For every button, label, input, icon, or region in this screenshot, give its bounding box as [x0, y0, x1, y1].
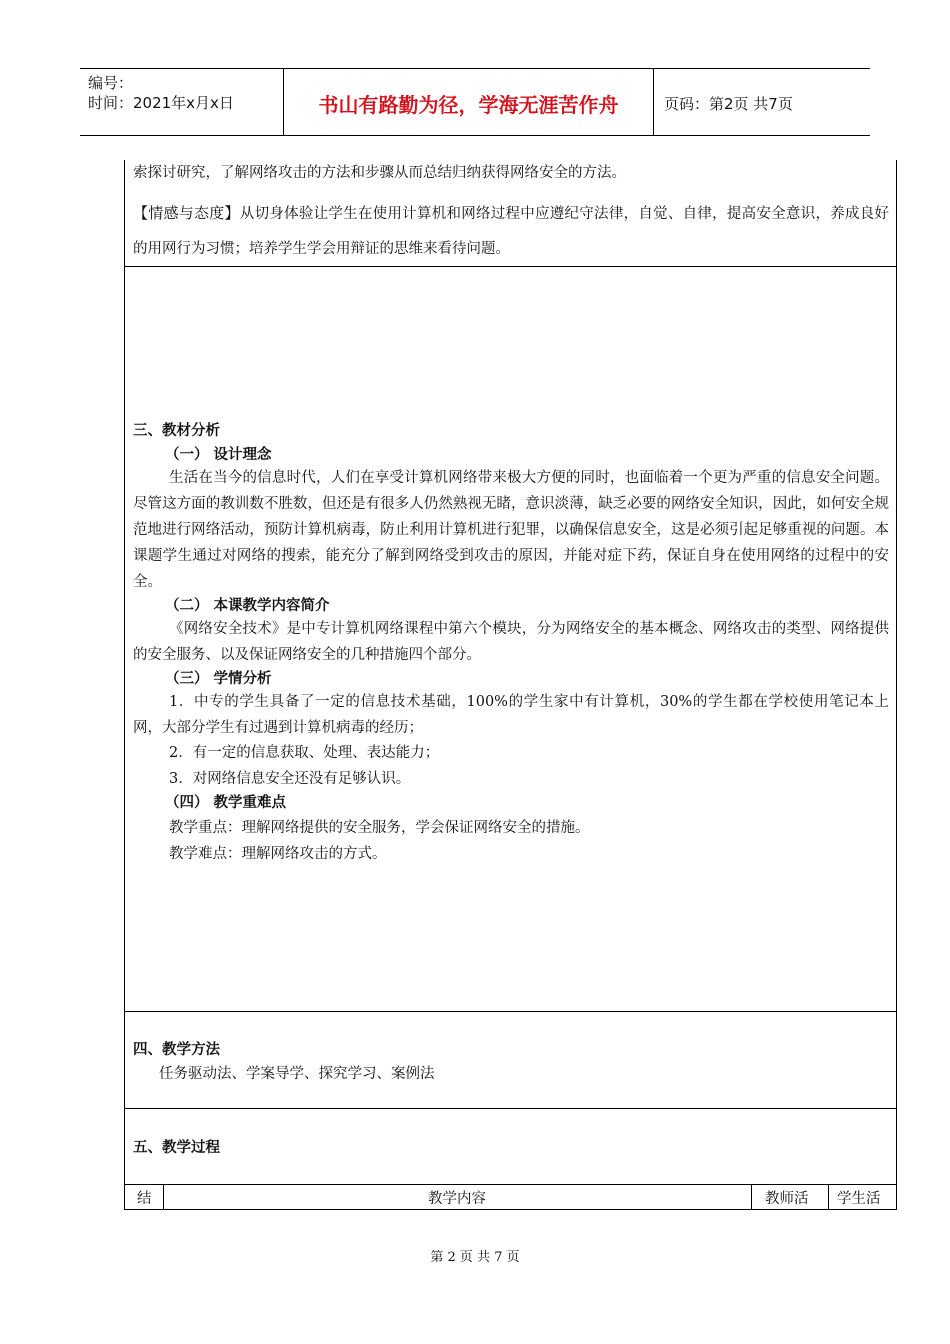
page-header [80, 68, 870, 136]
date-label: 时间：2021年x月x日 [88, 94, 234, 112]
section4-text: 任务驱动法、学案导学、探究学习、案例法 [159, 1066, 435, 1082]
header-divider [653, 69, 654, 136]
row-divider [125, 1011, 896, 1012]
section3-item2: 2．有一定的信息获取、处理、表达能力； [169, 745, 440, 761]
section3-item1: 1．中专的学生具备了一定的信息技术基础，100%的学生家中有计算机，30%的学生都在学校使用笔记本上网，大部分学生有过遇到计算机病毒的经历； [133, 694, 889, 736]
header-page-info: 页码：第2页 共7页 [664, 95, 793, 113]
emotion-paragraph [133, 196, 889, 267]
section3-sub2: （二） 本课教学内容简介 [165, 598, 330, 614]
section3-difficulty: 教学难点：理解网络攻击的方式。 [169, 846, 387, 862]
section3-sub3: （三） 学情分析 [165, 671, 272, 687]
header-motto: 书山有路勤为径，学海无涯苦作舟 [318, 93, 619, 117]
section3-p1: 生活在当今的信息时代，人们在享受计算机网络带来极大方便的同时，也面临着一个更为严重的信息安全问题。尽管这方面的教训数不胜数，但还是有很多人仍然熟视无睹，意识淡薄，缺乏必要的网络安全知识，因此，如何安全规范地进行网络活动，预防计算机病毒，防止利用计算机进行犯罪，以确保信息安全，这是必须引起足够重视的问题。本课题学生通过对网络的搜索，能充分了解到网络受到攻击的原因，并能对症下药，保证自身在使用网络的过程中的安全。 [133, 470, 889, 590]
col-header-student: 学生活 [837, 1191, 881, 1207]
section3-title: 三、教材分析 [133, 423, 220, 439]
row-divider [125, 1184, 896, 1185]
section3-p2: 《网络安全技术》是中专计算机网络课程中第六个模块，分为网络安全的基本概念、网络攻击的类型、网络提供的安全服务、以及保证网络安全的几种措施四个部分。 [133, 621, 889, 663]
row-divider [125, 1108, 896, 1109]
emotion-tag: 【情感与态度】 [133, 204, 240, 222]
section3-sub4: （四） 教学重难点 [165, 795, 287, 811]
section3-key: 教学重点：理解网络提供的安全服务，学会保证网络安全的措施。 [169, 820, 590, 836]
header-meta [88, 73, 288, 113]
code-label: 编号： [88, 74, 134, 92]
section4-title: 四、教学方法 [133, 1042, 220, 1058]
col-header-content: 教学内容 [428, 1191, 486, 1207]
section5-title: 五、教学过程 [133, 1140, 220, 1156]
page-footer: 第 2 页 共 7 页 [430, 1250, 520, 1265]
col-header-stage: 结 [137, 1191, 152, 1207]
objective-line: 索探讨研究，了解网络攻击的方法和步骤从而总结归纳获得网络安全的方法。 [133, 165, 626, 181]
document-table [124, 160, 897, 1210]
col-divider [751, 1185, 752, 1210]
row-divider [125, 266, 896, 267]
emotion-text: 从切身体验让学生在使用计算机和网络过程中应遵纪守法律，自觉、自律，提高安全意识，养成良好的用网行为习惯；培养学生学会用辩证的思维来看待问题。 [133, 206, 889, 257]
section3-sub1: （一） 设计理念 [165, 447, 272, 463]
col-divider [828, 1185, 829, 1210]
section3-item3: 3．对网络信息安全还没有足够认识。 [169, 771, 411, 787]
col-header-teacher: 教师活 [765, 1191, 809, 1207]
